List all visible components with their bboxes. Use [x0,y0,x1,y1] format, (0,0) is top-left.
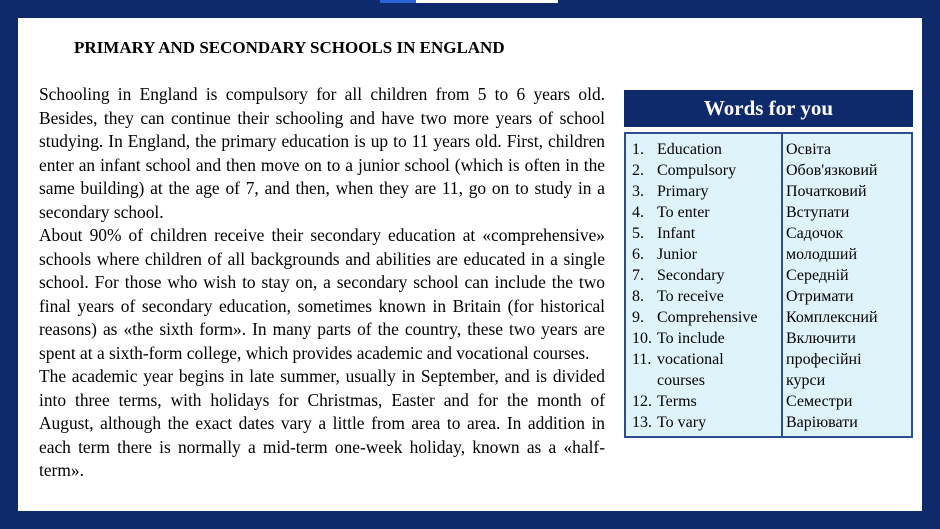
vocabulary-english [657,328,725,349]
vocabulary-ukrainian [786,244,857,265]
vocabulary-number: 6. [632,246,644,263]
vocabulary-number: 1. [632,141,644,158]
vocabulary-english-text: Comprehensive [657,309,758,326]
vocabulary-english-text: Terms [657,393,697,410]
vocabulary-english-text: To include [657,330,725,347]
vocabulary-english-text: To enter [657,204,710,221]
paragraph-1: Schooling in England is compulsory for all children from 5 to 6 years old. Besides, they can continue their schooling and have two more years of school studying. In England, the primary education is up to 11 years old. First, children enter an infant school and then move on to a junior school (which is often in the same building) at the age of 7, and then, when they are 11, go on to study in a secondary school. [39,84,605,222]
vocabulary-number: 2. [632,162,644,179]
vocabulary-column-divider [781,134,783,436]
vocabulary-ukrainian-text: Варіювати [786,414,858,431]
vocabulary-ukrainian-text: Обов'язковий [786,162,878,179]
vocabulary-number: 10. [632,330,652,347]
vocabulary-ukrainian-text: Семестри [786,393,853,410]
vocabulary-ukrainian [786,286,854,307]
vocabulary-english-text: Education [657,141,722,158]
vocabulary-number: 8. [632,288,644,305]
vocabulary-english [657,307,757,328]
vocabulary-ukrainian [786,139,831,160]
vocabulary-ukrainian [786,181,867,202]
vocabulary-english-text: Junior [657,246,697,263]
vocabulary-number: 4. [632,204,644,221]
vocabulary-number: 13. [632,414,652,431]
vocabulary-ukrainian-text: Вступати [786,204,850,221]
vocabulary-ukrainian [786,391,852,412]
vocabulary-ukrainian-text: Середній [786,267,849,284]
vocabulary-english [657,391,697,412]
vocabulary-english-text: To vary [657,414,707,431]
vocabulary-ukrainian-text: Отримати [786,288,854,305]
top-tab-accent [380,0,416,3]
vocabulary-ukrainian [786,328,856,349]
body-text [39,83,605,483]
vocabulary-ukrainian-text: професійні [786,351,862,368]
vocabulary-ukrainian-continuation: курси [786,372,826,389]
vocabulary-english [657,139,722,160]
slide-title: PRIMARY AND SECONDARY SCHOOLS IN ENGLAND [74,38,505,57]
vocabulary-ukrainian [786,307,878,328]
slide-canvas [18,18,922,511]
vocabulary-english-text: To receive [657,288,724,305]
vocabulary-english-text: Compulsory [657,162,737,179]
words-for-you-header: Words for you [624,90,913,127]
vocabulary-number: 9. [632,309,644,326]
vocabulary-number: 12. [632,393,652,410]
vocabulary-ukrainian [786,412,858,433]
vocabulary-english-text: Infant [657,225,696,242]
vocabulary-english [657,223,695,244]
vocabulary-english [657,160,736,181]
vocabulary-english [657,286,724,307]
vocabulary-ukrainian-text: Освіта [786,141,831,158]
vocabulary-table [624,132,913,438]
vocabulary-ukrainian [786,349,862,391]
vocabulary-ukrainian-text: молодший [786,246,858,263]
vocabulary-english [657,349,724,391]
vocabulary-ukrainian [786,160,877,181]
vocabulary-english [657,265,725,286]
paragraph-3: The academic year begins in late summer, usually in September, and is divided into three terms, with holidays for Christmas, Easter and for the month of August, although the exact dates vary a little from area to area. In addition in each term there is normally a mid-term one-week holiday, known as a «half-term». [39,366,605,480]
paragraph-2: About 90% of children receive their secondary education at «comprehensive» schools where children of all backgrounds and abilities are educated in a single school. For those who wish to stay on, a secondary school can include the two final years of secondary education, sometimes known in Britain (for historical reasons) as «the sixth form». In many parts of the country, these two years are spent at a sixth-form college, which provides academic and vocational courses. [39,225,605,363]
vocabulary-english [657,412,706,433]
vocabulary-number: 7. [632,267,644,284]
vocabulary-ukrainian [786,202,849,223]
vocabulary-english [657,244,697,265]
vocabulary-english [657,181,709,202]
vocabulary-english-text: Secondary [657,267,725,284]
vocabulary-number: 11. [632,351,652,368]
top-tab-indicator [380,0,558,3]
vocabulary-number: 3. [632,183,644,200]
vocabulary-ukrainian-text: Садочок [786,225,844,242]
vocabulary-english-text: Primary [657,183,709,200]
vocabulary-ukrainian [786,223,843,244]
vocabulary-ukrainian-text: Комплексний [786,309,878,326]
vocabulary-english [657,202,710,223]
vocabulary-english-text: vocational [657,351,724,368]
vocabulary-ukrainian-text: Початковий [786,183,867,200]
vocabulary-english-continuation: courses [657,372,705,389]
vocabulary-ukrainian-text: Включити [786,330,856,347]
vocabulary-ukrainian [786,265,849,286]
vocabulary-number: 5. [632,225,644,242]
